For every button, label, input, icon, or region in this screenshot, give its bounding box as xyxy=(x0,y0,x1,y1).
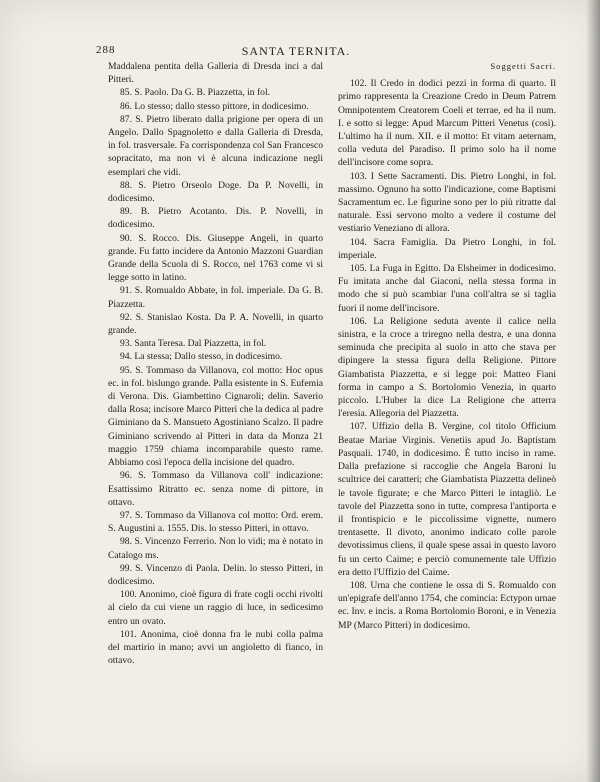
catalog-entry: 87. S. Pietro liberato dalla prigione per opera di un Angelo. Dallo Spagnoletto e dalla Galleria di Dresda, in fol. trasversale. Fa corrispondenza col San Francesco sopracitato, ma non vi è alcuna indicazione negli esemplari che vidi. xyxy=(108,113,323,178)
catalog-entry: 101. Anonima, cioè donna fra le nubi colla palma del martirio in mano; avvi un angioletto di fianco, in ottavo. xyxy=(108,628,323,667)
catalog-entry: 86. Lo stesso; dallo stesso pittore, in dodicesimo. xyxy=(120,100,309,112)
catalog-entry: 96. S. Tommaso da Villanova coll' indicazione: Esattissimo Ritratto ec. senza nome di pittore, in ottavo. xyxy=(108,470,323,508)
left-column xyxy=(108,60,323,667)
catalog-entry: 102. Il Credo in dodici pezzi in forma di quarto. Il primo rappresenta la Creazione Credo in Deum Patrem Omnipotentem Creatorem Coeli et terrae, ed ha il num. I. e sotto si legge: Apud Marcum Pitteri Venetus (così). L'ultimo ha il num. XII. e il motto: Et vitam aeternam, colla veduta del Paradiso. Il primo solo ha il nome dell'incisore come sopra. xyxy=(338,78,556,169)
section-heading: Soggetti Sacri. xyxy=(490,61,556,71)
page-number: 288 xyxy=(96,44,116,56)
catalog-entry: 94. La stessa; Dallo stesso, in dodicesimo. xyxy=(120,351,283,363)
catalog-entry: 103. I Sette Sacramenti. Dis. Pietro Longhi, in fol. massimo. Ognuno ha sotto l'indicazione, come Baptismi Sacramentum ec. Le figurine sono per lo più ritratte dal naturale. Essi servono molto a vedere il costume del vestiario Veneziano di allora. xyxy=(338,170,556,235)
catalog-entry: 105. La Fuga in Egitto. Da Elsheimer in dodicesimo. Fu imitata anche dal Giaconi, nella stessa forma in modo che si può scambiar l'una coll'altra se si taglia fuori il nome dell'incisore. xyxy=(338,263,556,314)
catalog-entry: 108. Urna che contiene le ossa di S. Romualdo con un'epigrafe dell'anno 1754, che comincia: Ectypon urnae ec. Inv. e incis. a Roma Bortolomio Boroni, e in Venezia MP (Marco Pitteri) in dodicesimo. xyxy=(338,579,556,631)
catalog-entry: 98. S. Vincenzo Ferrerio. Non lo vidi; ma è notato in Catalogo ms. xyxy=(108,536,323,561)
catalog-entry: 88. S. Pietro Orseolo Doge. Da P. Novelli, in dodicesimo. xyxy=(108,179,323,205)
catalog-entry: 91. S. Romualdo Abbate, in fol. imperiale. Da G. B. Piazzetta. xyxy=(108,285,323,310)
running-title: SANTA TERNITA. xyxy=(241,44,351,58)
catalog-entry: 89. B. Pietro Acotanto. Dis. P. Novelli, in dodicesimo. xyxy=(108,206,323,231)
catalog-entry: Maddalena pentita della Galleria di Dresda inci a dal Pitteri. xyxy=(108,61,323,86)
catalog-entry: 104. Sacra Famiglia. Da Pietro Longhi, in fol. imperiale. xyxy=(338,236,556,261)
catalog-entry: 106. La Religione seduta avente il calice nella sinistra, e la croce a triregno nella destra, e una donna seminuda che precipita al suolo in atto che stava per dipingere la stessa figura della Religione. Pittore Giambatista Piazzetta, e si legge poi: Matteo Fiani forma in campo a S. Bortolomio Venezia, in quarto piccolo. L'Huber la dice La Religione che atterra l'eresia. Allegoria del Piazzetta. xyxy=(338,315,556,420)
gutter-shadow xyxy=(586,0,600,782)
right-column xyxy=(338,60,556,632)
catalog-entry: 93. Santa Teresa. Dal Piazzetta, in fol. xyxy=(120,338,267,350)
catalog-entry: 90. S. Rocco. Dis. Giuseppe Angeli, in quarto grande. Fu fatto incidere da Antonio Mazzoni Guardian Grande della Scuola di S. Rocco, nel 1763 come vi si legge sotto in latino. xyxy=(108,232,323,284)
catalog-entry: 97. S. Tommaso da Villanova col motto: Ord. erem. S. Augustini a. 1555. Dis. lo stesso Pitteri, in ottavo. xyxy=(108,509,323,535)
catalog-entry: 99. S. Vincenzo di Paola. Delin. lo stesso Pitteri, in dodicesimo. xyxy=(108,562,323,587)
catalog-entry: 95. S. Tommaso da Villanova, col motto: Hoc opus ec. in fol. bislungo grande. Palla esistente in S. Eufemia di Verona. Dis. Giambettino Cignaroli; delin. Saverio dalla Rosa; incisore Marco Pitteri che la dedica al padre Giminiano da S. Mansueto Agostiniano Scalzo. Il padre Giminiano scrivendo al Pitteri in data da Monza 21 maggio 1759 chiama incomparabile questo rame. Abbiamo così l'epoca della incisione del quadro. xyxy=(108,364,323,469)
catalog-entry: 100. Anonimo, cioè figura di frate cogli occhi rivolti al cielo da cui viene un raggio di luce, in sedicesimo entro un ovato. xyxy=(108,589,323,627)
catalog-entry: 107. Uffizio della B. Vergine, col titolo Officium Beatae Mariae Virginis. Venetiis apud Jo. Baptistam Pasquali. 1740, in dodicesimo. È tutto inciso in rame. Dalla prefazione si raccoglie che Angela Baroni lu scultrice dei caratteri; che Giambatista Piazzetta delineò le tavole figurate; e che Marco Pitteri le intagliò. Le tavole del Piazzetta sono in tutte, compresa l'antiporta e il frontispicio e le piccolissime vignette, numero trentasette. Il divoto, anonimo indicato colle parole devotissimus cliens, il quale spese assai in questo lavoro fu un certo Caime; e perciò comunemente tale Uffizio era detto l'Uffizio del Caime. xyxy=(338,421,556,578)
catalog-entry: 92. S. Stanislao Kosta. Da P. A. Novelli, in quarto grande. xyxy=(108,311,323,337)
catalog-entry: 85. S. Paolo. Da G. B. Piazzetta, in fol. xyxy=(120,87,271,99)
